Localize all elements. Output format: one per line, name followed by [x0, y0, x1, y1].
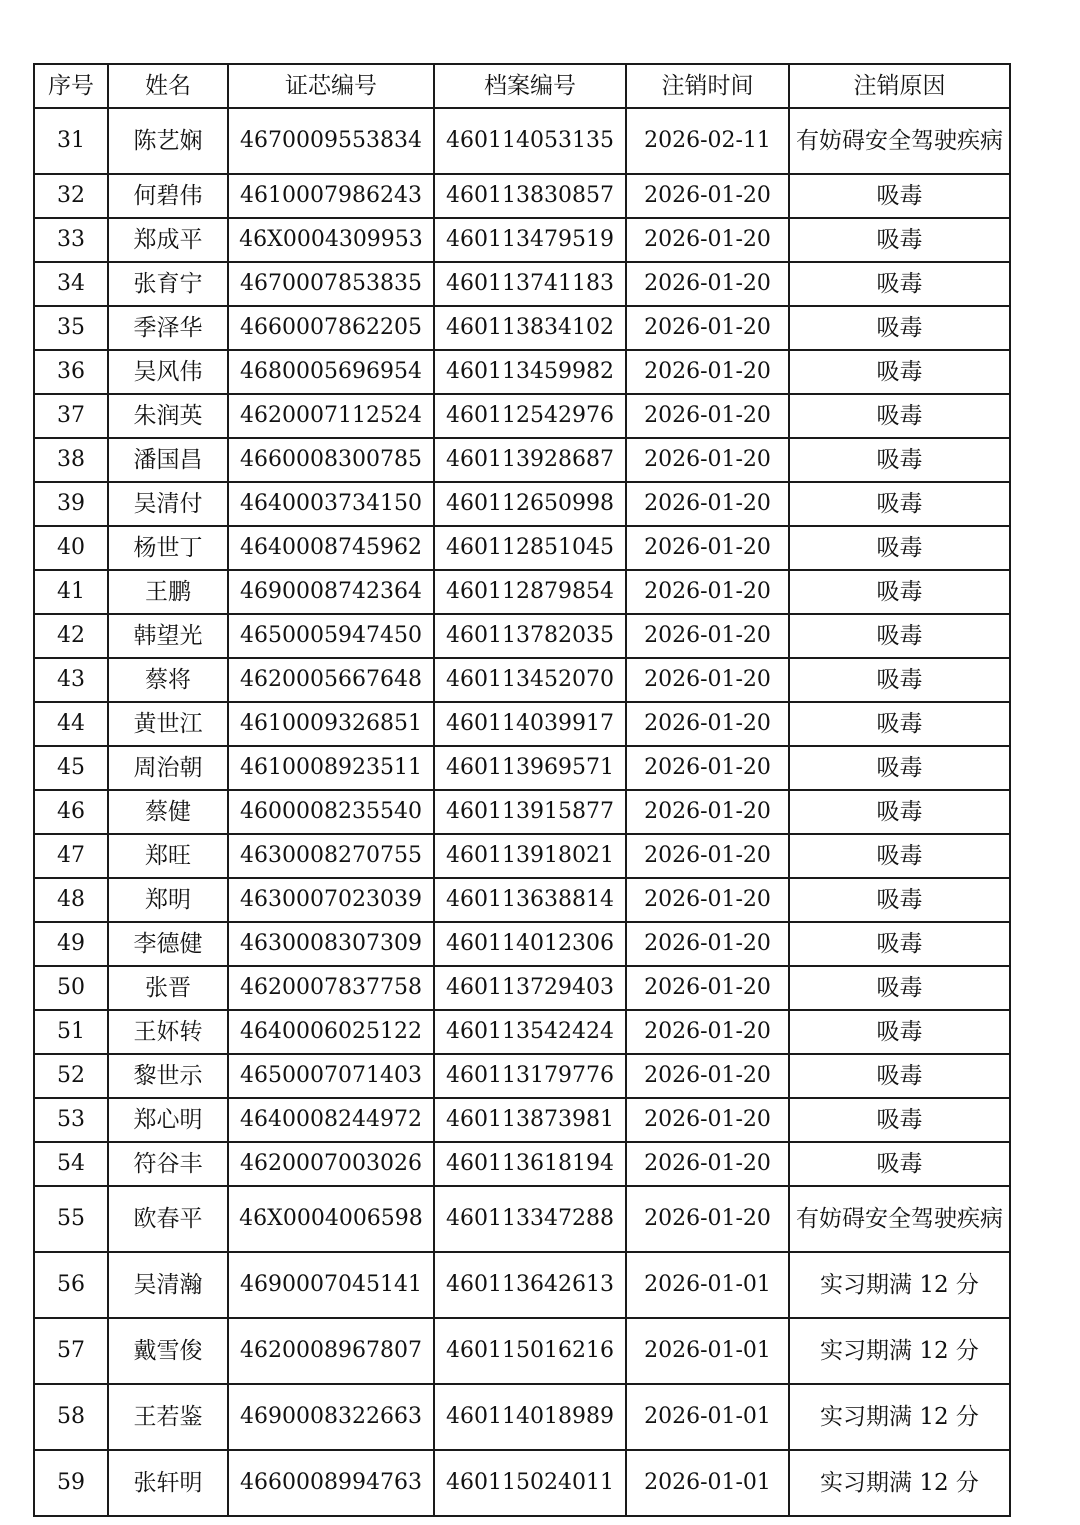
cell-name: 张轩明	[108, 1450, 228, 1516]
table-row	[34, 262, 1010, 306]
cell-name: 何碧伟	[108, 174, 228, 218]
cell-date: 2026-01-20	[626, 746, 789, 790]
cell-no: 50	[34, 966, 108, 1010]
cell-name: 陈艺娴	[108, 108, 228, 174]
cell-no: 32	[34, 174, 108, 218]
cell-name: 郑成平	[108, 218, 228, 262]
cell-card-number: 46X0004006598	[228, 1186, 434, 1252]
cell-card-number: 4640006025122	[228, 1010, 434, 1054]
cell-no: 36	[34, 350, 108, 394]
cell-name: 郑旺	[108, 834, 228, 878]
cell-reason: 吸毒	[789, 570, 1010, 614]
cell-file-number: 460113179776	[434, 1054, 626, 1098]
cell-name: 吴清付	[108, 482, 228, 526]
cell-name: 蔡将	[108, 658, 228, 702]
cell-file-number: 460113638814	[434, 878, 626, 922]
cell-card-number: 4620007003026	[228, 1142, 434, 1186]
cell-no: 39	[34, 482, 108, 526]
cell-file-number: 460113542424	[434, 1010, 626, 1054]
cell-reason: 吸毒	[789, 878, 1010, 922]
cell-card-number: 4690008742364	[228, 570, 434, 614]
cell-no: 54	[34, 1142, 108, 1186]
cell-no: 59	[34, 1450, 108, 1516]
table-row	[34, 350, 1010, 394]
cell-file-number: 460112879854	[434, 570, 626, 614]
cell-file-number: 460113642613	[434, 1252, 626, 1318]
cell-name: 郑明	[108, 878, 228, 922]
deregistration-table	[33, 63, 1011, 1517]
cell-file-number: 460113741183	[434, 262, 626, 306]
cell-file-number: 460112650998	[434, 482, 626, 526]
table-body	[34, 108, 1010, 1516]
header-file-number: 档案编号	[434, 64, 626, 108]
cell-reason: 吸毒	[789, 614, 1010, 658]
cell-no: 49	[34, 922, 108, 966]
cell-reason: 吸毒	[789, 218, 1010, 262]
cell-reason: 吸毒	[789, 350, 1010, 394]
table-row	[34, 526, 1010, 570]
cell-card-number: 4640008244972	[228, 1098, 434, 1142]
cell-reason: 吸毒	[789, 702, 1010, 746]
cell-reason: 吸毒	[789, 1142, 1010, 1186]
cell-card-number: 4650007071403	[228, 1054, 434, 1098]
cell-date: 2026-01-20	[626, 262, 789, 306]
cell-no: 46	[34, 790, 108, 834]
cell-card-number: 4670007853835	[228, 262, 434, 306]
cell-card-number: 4620007112524	[228, 394, 434, 438]
cell-file-number: 460113782035	[434, 614, 626, 658]
cell-file-number: 460115024011	[434, 1450, 626, 1516]
table-row	[34, 1186, 1010, 1252]
cell-name: 李德健	[108, 922, 228, 966]
cell-file-number: 460114012306	[434, 922, 626, 966]
cell-name: 吴清瀚	[108, 1252, 228, 1318]
cell-date: 2026-01-20	[626, 174, 789, 218]
cell-reason: 吸毒	[789, 1098, 1010, 1142]
header-card-number: 证芯编号	[228, 64, 434, 108]
cell-date: 2026-01-20	[626, 526, 789, 570]
cell-no: 58	[34, 1384, 108, 1450]
cell-card-number: 4620007837758	[228, 966, 434, 1010]
table-row	[34, 790, 1010, 834]
cell-card-number: 4630008270755	[228, 834, 434, 878]
cell-reason: 实习期满 12 分	[789, 1450, 1010, 1516]
header-no: 序号	[34, 64, 108, 108]
cell-no: 42	[34, 614, 108, 658]
cell-card-number: 4690008322663	[228, 1384, 434, 1450]
cell-file-number: 460113479519	[434, 218, 626, 262]
cell-card-number: 4610009326851	[228, 702, 434, 746]
cell-no: 51	[34, 1010, 108, 1054]
cell-reason: 实习期满 12 分	[789, 1252, 1010, 1318]
cell-reason: 吸毒	[789, 1054, 1010, 1098]
cell-card-number: 4690007045141	[228, 1252, 434, 1318]
cell-date: 2026-01-20	[626, 218, 789, 262]
cell-name: 符谷丰	[108, 1142, 228, 1186]
cell-reason: 实习期满 12 分	[789, 1318, 1010, 1384]
cell-no: 43	[34, 658, 108, 702]
cell-date: 2026-01-20	[626, 1098, 789, 1142]
cell-date: 2026-01-20	[626, 1010, 789, 1054]
cell-card-number: 4610008923511	[228, 746, 434, 790]
header-reason: 注销原因	[789, 64, 1010, 108]
cell-name: 季泽华	[108, 306, 228, 350]
cell-name: 戴雪俊	[108, 1318, 228, 1384]
cell-reason: 吸毒	[789, 658, 1010, 702]
cell-date: 2026-01-20	[626, 394, 789, 438]
cell-card-number: 4660008300785	[228, 438, 434, 482]
cell-card-number: 4660008994763	[228, 1450, 434, 1516]
cell-reason: 吸毒	[789, 966, 1010, 1010]
table-row	[34, 394, 1010, 438]
cell-reason: 吸毒	[789, 922, 1010, 966]
table-row	[34, 218, 1010, 262]
cell-name: 郑心明	[108, 1098, 228, 1142]
cell-reason: 吸毒	[789, 790, 1010, 834]
cell-date: 2026-01-20	[626, 922, 789, 966]
cell-card-number: 4680005696954	[228, 350, 434, 394]
cell-no: 35	[34, 306, 108, 350]
table-row	[34, 1098, 1010, 1142]
cell-date: 2026-01-20	[626, 438, 789, 482]
cell-name: 王鹏	[108, 570, 228, 614]
cell-name: 欧春平	[108, 1186, 228, 1252]
cell-date: 2026-01-20	[626, 482, 789, 526]
cell-name: 王妚转	[108, 1010, 228, 1054]
cell-file-number: 460113873981	[434, 1098, 626, 1142]
table-row	[34, 1142, 1010, 1186]
cell-date: 2026-01-20	[626, 702, 789, 746]
header-name: 姓名	[108, 64, 228, 108]
table-row	[34, 570, 1010, 614]
cell-no: 38	[34, 438, 108, 482]
cell-name: 张育宁	[108, 262, 228, 306]
cell-file-number: 460113918021	[434, 834, 626, 878]
table-row	[34, 482, 1010, 526]
cell-date: 2026-01-20	[626, 1142, 789, 1186]
cell-file-number: 460113452070	[434, 658, 626, 702]
cell-date: 2026-01-20	[626, 966, 789, 1010]
cell-name: 黎世示	[108, 1054, 228, 1098]
table-row	[34, 614, 1010, 658]
table-row	[34, 108, 1010, 174]
cell-reason: 吸毒	[789, 262, 1010, 306]
cell-no: 37	[34, 394, 108, 438]
cell-no: 45	[34, 746, 108, 790]
cell-reason: 吸毒	[789, 438, 1010, 482]
cell-card-number: 4670009553834	[228, 108, 434, 174]
cell-reason: 吸毒	[789, 394, 1010, 438]
table-row	[34, 922, 1010, 966]
cell-reason: 有妨碍安全驾驶疾病	[789, 108, 1010, 174]
table-row	[34, 1450, 1010, 1516]
cell-file-number: 460113915877	[434, 790, 626, 834]
cell-reason: 吸毒	[789, 1010, 1010, 1054]
cell-file-number: 460113928687	[434, 438, 626, 482]
cell-reason: 有妨碍安全驾驶疾病	[789, 1186, 1010, 1252]
cell-name: 蔡健	[108, 790, 228, 834]
cell-file-number: 460113834102	[434, 306, 626, 350]
header-date: 注销时间	[626, 64, 789, 108]
cell-date: 2026-01-01	[626, 1384, 789, 1450]
cell-date: 2026-01-20	[626, 790, 789, 834]
table-row	[34, 1318, 1010, 1384]
cell-name: 杨世丁	[108, 526, 228, 570]
table-row	[34, 966, 1010, 1010]
cell-no: 57	[34, 1318, 108, 1384]
cell-date: 2026-01-20	[626, 834, 789, 878]
cell-date: 2026-01-20	[626, 306, 789, 350]
cell-card-number: 4610007986243	[228, 174, 434, 218]
cell-file-number: 460113459982	[434, 350, 626, 394]
cell-reason: 实习期满 12 分	[789, 1384, 1010, 1450]
cell-card-number: 4620008967807	[228, 1318, 434, 1384]
cell-no: 33	[34, 218, 108, 262]
table-row	[34, 174, 1010, 218]
cell-file-number: 460113969571	[434, 746, 626, 790]
cell-no: 40	[34, 526, 108, 570]
cell-reason: 吸毒	[789, 174, 1010, 218]
cell-date: 2026-01-20	[626, 658, 789, 702]
table-row	[34, 1384, 1010, 1450]
table-row	[34, 834, 1010, 878]
cell-file-number: 460114053135	[434, 108, 626, 174]
cell-no: 47	[34, 834, 108, 878]
table-row	[34, 746, 1010, 790]
cell-card-number: 4660007862205	[228, 306, 434, 350]
cell-card-number: 4650005947450	[228, 614, 434, 658]
cell-date: 2026-01-01	[626, 1450, 789, 1516]
cell-no: 31	[34, 108, 108, 174]
table-header	[34, 64, 1010, 108]
cell-no: 41	[34, 570, 108, 614]
cell-card-number: 4630008307309	[228, 922, 434, 966]
cell-reason: 吸毒	[789, 746, 1010, 790]
cell-file-number: 460113618194	[434, 1142, 626, 1186]
cell-no: 55	[34, 1186, 108, 1252]
cell-date: 2026-01-20	[626, 350, 789, 394]
table-row	[34, 1252, 1010, 1318]
cell-date: 2026-02-11	[626, 108, 789, 174]
cell-name: 王若鉴	[108, 1384, 228, 1450]
cell-file-number: 460112542976	[434, 394, 626, 438]
cell-no: 44	[34, 702, 108, 746]
cell-date: 2026-01-01	[626, 1252, 789, 1318]
cell-date: 2026-01-20	[626, 570, 789, 614]
cell-name: 潘国昌	[108, 438, 228, 482]
cell-card-number: 46X0004309953	[228, 218, 434, 262]
table-row	[34, 658, 1010, 702]
cell-date: 2026-01-20	[626, 1186, 789, 1252]
cell-name: 朱润英	[108, 394, 228, 438]
table-row	[34, 702, 1010, 746]
table-row	[34, 878, 1010, 922]
cell-card-number: 4600008235540	[228, 790, 434, 834]
cell-file-number: 460114018989	[434, 1384, 626, 1450]
cell-file-number: 460114039917	[434, 702, 626, 746]
cell-no: 56	[34, 1252, 108, 1318]
cell-card-number: 4640003734150	[228, 482, 434, 526]
cell-file-number: 460112851045	[434, 526, 626, 570]
cell-file-number: 460115016216	[434, 1318, 626, 1384]
cell-card-number: 4640008745962	[228, 526, 434, 570]
cell-card-number: 4630007023039	[228, 878, 434, 922]
table-row	[34, 438, 1010, 482]
cell-file-number: 460113729403	[434, 966, 626, 1010]
cell-reason: 吸毒	[789, 526, 1010, 570]
cell-date: 2026-01-20	[626, 878, 789, 922]
cell-name: 吴风伟	[108, 350, 228, 394]
cell-file-number: 460113347288	[434, 1186, 626, 1252]
cell-name: 张晋	[108, 966, 228, 1010]
cell-no: 34	[34, 262, 108, 306]
cell-file-number: 460113830857	[434, 174, 626, 218]
cell-date: 2026-01-20	[626, 1054, 789, 1098]
table-row	[34, 1054, 1010, 1098]
cell-reason: 吸毒	[789, 834, 1010, 878]
table-row	[34, 306, 1010, 350]
cell-card-number: 4620005667648	[228, 658, 434, 702]
cell-name: 周治朝	[108, 746, 228, 790]
header-row	[34, 64, 1010, 108]
cell-date: 2026-01-20	[626, 614, 789, 658]
cell-reason: 吸毒	[789, 306, 1010, 350]
cell-no: 48	[34, 878, 108, 922]
cell-name: 黄世江	[108, 702, 228, 746]
cell-reason: 吸毒	[789, 482, 1010, 526]
cell-no: 52	[34, 1054, 108, 1098]
table-row	[34, 1010, 1010, 1054]
cell-date: 2026-01-01	[626, 1318, 789, 1384]
cell-no: 53	[34, 1098, 108, 1142]
cell-name: 韩望光	[108, 614, 228, 658]
